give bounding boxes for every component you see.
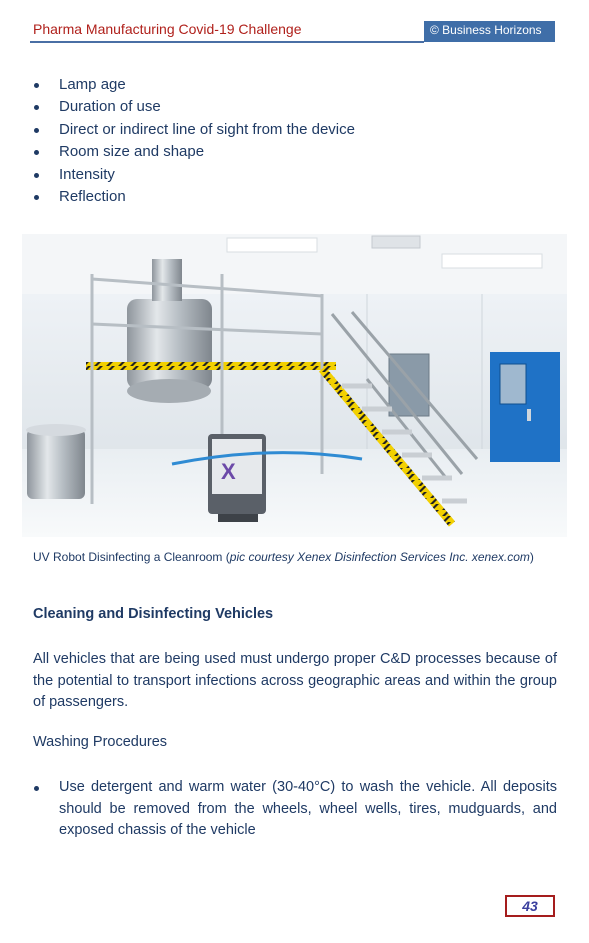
header-badge: © Business Horizons bbox=[424, 21, 555, 42]
section-heading: Cleaning and Disinfecting Vehicles bbox=[33, 606, 274, 622]
caption-tail: ) bbox=[529, 550, 534, 564]
list-item: Room size and shape bbox=[33, 141, 355, 163]
factor-list bbox=[33, 74, 355, 208]
caption-lead: UV Robot Disinfecting a Cleanroom ( bbox=[33, 550, 230, 564]
header-rule bbox=[30, 41, 424, 43]
section-paragraph: All vehicles that are being used must undergo proper C&D processes because of the potential to transport infections across geographic areas and within the group of passengers. bbox=[33, 651, 557, 710]
list-item: Duration of use bbox=[33, 96, 355, 118]
subheading: Washing Procedures bbox=[33, 734, 168, 750]
figure-caption bbox=[33, 549, 557, 566]
list-item: Use detergent and warm water (30-40°C) to wash the vehicle. All deposits should be removed from the wheels, wheel wells, tires, mudguards, and exposed chassis of the vehicle bbox=[33, 777, 557, 842]
list-item: Direct or indirect line of sight from the device bbox=[33, 119, 355, 141]
header-title: Pharma Manufacturing Covid-19 Challenge bbox=[33, 21, 302, 37]
cleanroom-photo bbox=[22, 234, 567, 537]
procedure-list bbox=[33, 777, 557, 842]
list-item: Intensity bbox=[33, 164, 355, 186]
list-item: Lamp age bbox=[33, 74, 355, 96]
caption-credit: pic courtesy Xenex Disinfection Services Inc. xenex.com bbox=[229, 550, 530, 564]
list-item: Reflection bbox=[33, 186, 355, 208]
page-number: 43 bbox=[505, 895, 555, 917]
svg-text:X: X bbox=[221, 459, 236, 484]
